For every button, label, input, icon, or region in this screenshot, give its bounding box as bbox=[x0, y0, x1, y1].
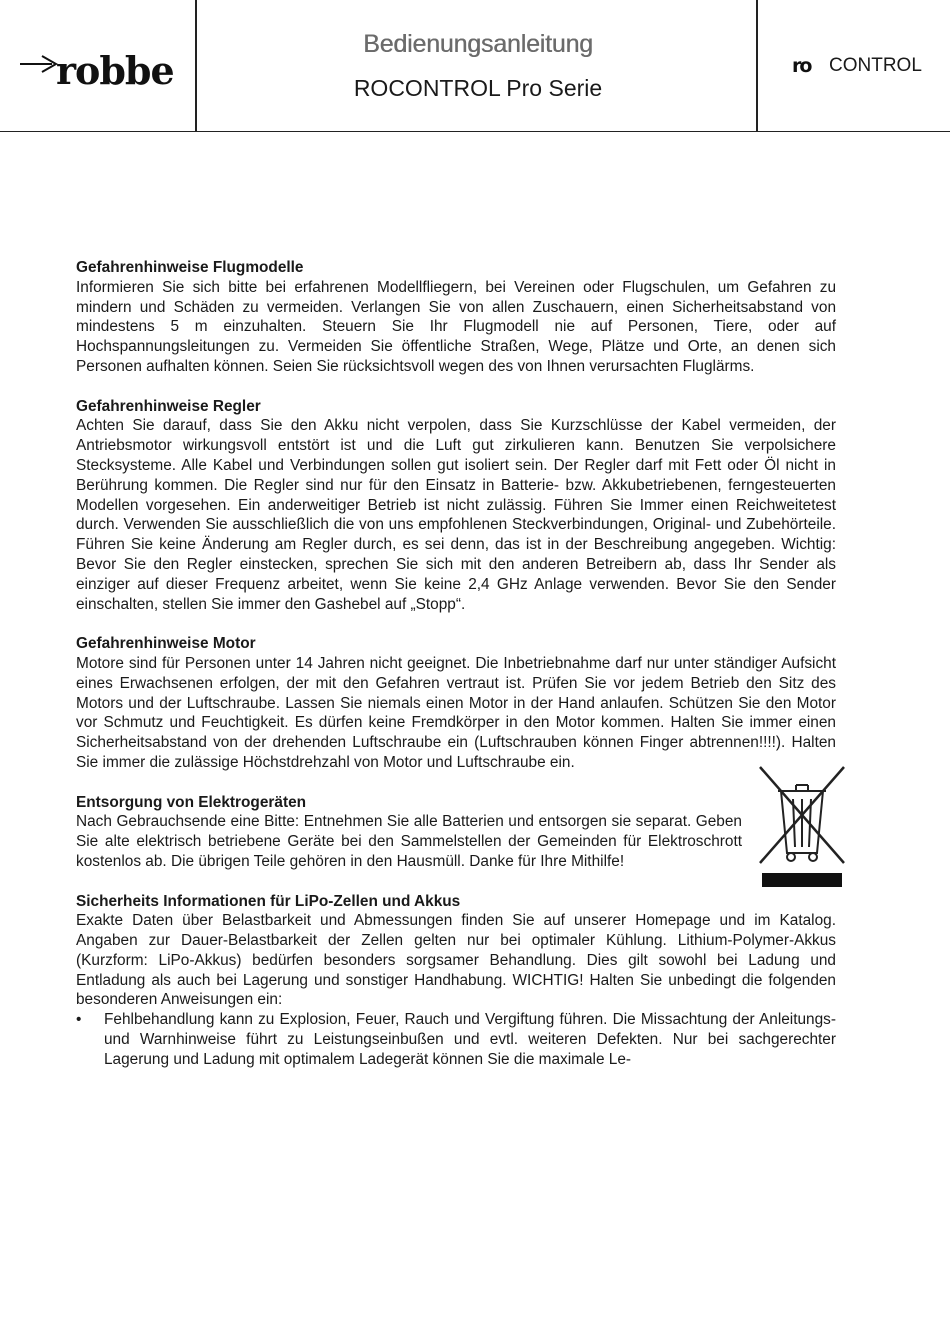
list-item-text: Fehlbehandlung kann zu Explosion, Feuer, Rauch und Vergiftung führen. Die Missachtung der Anleitungs- und Warnhinweise führt zu Leistungseinbußen und evtl. weiteren Defekten. Nur bei sachgerechter Lagerung und Ladung mit optimalem Ladegerät können Sie die maximale Le- bbox=[104, 1011, 836, 1068]
section-text: Achten Sie darauf, dass Sie den Akku nicht verpolen, dass Sie Kurzschlüsse der Kabel vermeiden, der Antriebsmotor wirkungsvoll entstört ist und die Luft gut zirkulieren kann. Benutzen Sie verpolsichere Stecksysteme. Alle Kabel und Verbindungen sollen gut isoliert sein. Der Regler darf mit Fett oder Öl nicht in Berührung kommen. Die Regler sind nur für den Einsatz in Batterie- bzw. Akkubetriebenen, ferngesteuerten Modellen vorgesehen. Ein anderweitiger Betrieb ist nicht zulässig. Führen Sie Immer einen Reichweitetest durch. Verwenden Sie ausschließlich die von uns empfohlenen Steckverbindungen, Original- und Zubehörteile. Führen Sie keine Änderung am Regler durch, es sei denn, das ist in der Beschreibung angegeben. Wichtig: Bevor Sie den Regler einstecken, sprechen Sie sich mit den anderen Betreibern ab, dass Ihr Sender als einziger auf dieser Frequenz arbeitet, wenn Sie keine 2,4 GHz Anlage verwenden. Bevor Sie den Sender einschalten, stellen Sie immer den Gashebel auf „Stopp“. bbox=[76, 417, 836, 613]
section-heading: Entsorgung von Elektrogeräten bbox=[76, 793, 307, 811]
weee-crossed-bin-icon bbox=[756, 763, 848, 889]
section-text: Nach Gebrauchsende eine Bitte: Entnehmen Sie alle Batterien und entsorgen sie separat. Geben Sie alte elektrisch betriebene Geräte bei den Sammelstellen der Gemeinden für Elektroschrott kostenlos ab. Die übrigen Teile gehören in den Hausmüll. Danke für Ihre Mithilfe! bbox=[76, 813, 742, 870]
section-regler bbox=[76, 397, 836, 615]
section-heading: Gefahrenhinweise Flugmodelle bbox=[76, 259, 304, 276]
section-flugmodelle bbox=[76, 258, 836, 377]
control-label: CONTROL bbox=[829, 55, 922, 76]
section-text: Exakte Daten über Belastbarkeit und Abmessungen finden Sie auf unserer Homepage und im Katalog. Angaben zur Dauer-Belastbarkeit der Zellen gelten nur bei optimaler Kühlung. Lithium-Polymer-Akkus (Kurzform: LiPo-Akkus) bedürfen besonders sorgsamer Behandlung. Dies gilt sowohl bei Ladung und Entladung als auch bei Lagerung und sonstiger Handhabung. WICHTIG! Halten Sie unbedingt die folgenden besonderen Anweisungen ein: bbox=[76, 912, 836, 1009]
section-text: Informieren Sie sich bitte bei erfahrenen Modellfliegern, bei Vereinen oder Flugschulen, um Gefahren zu mindern und Schäden zu vermeiden. Verlangen Sie von allen Zuschauern, einen Sicherheitsabstand von mindestens 5 m einzuhalten. Steuern Sie Ihr Flugmodell nie auf Personen, Tiere, oder auf Hochspannungsleitungen zu. Vermeiden Sie öffentliche Straßen, Wege, Plätze und Orte, an denen sich Personen aufhalten können. Seien Sie rücksichtsvoll wegen des von Ihnen verursachten Fluglärms. bbox=[76, 278, 836, 375]
page-header bbox=[0, 0, 950, 132]
lipo-bullet-list bbox=[76, 1010, 836, 1069]
document-title: Bedienungsanleitung bbox=[363, 30, 593, 58]
header-divider-left bbox=[195, 0, 197, 131]
brand-wordmark: robbe bbox=[56, 48, 174, 92]
document-subtitle: ROCONTROL Pro Serie bbox=[353, 75, 603, 101]
section-text: Motore sind für Personen unter 14 Jahren nicht geeignet. Die Inbetriebnahme darf nur unter ständiger Aufsicht eines Erwachsenen erfolgen, der mit den Gefahren vertraut ist. Prüfen Sie vor jedem Betrieb den Sitz des Motors und der Luftschraube. Lassen Sie niemals einen Motor in der Hand anlaufen. Schützen Sie den Motor vor Schmutz und Feuchtigkeit. Es dürfen keine Fremdkörper in den Motor kommen. Halten Sie immer einen Sicherheitsabstand von der drehenden Luftschraube ein (Luftschrauben können Finger abtrennen!!!!). Halten Sie immer die zulässige Höchstdrehzahl von Motor und Luftschraube ein. bbox=[76, 654, 836, 771]
ro-logo-mark bbox=[792, 57, 826, 75]
section-motor bbox=[76, 634, 836, 773]
section-entsorgung bbox=[76, 793, 836, 872]
section-lipo bbox=[76, 892, 836, 1070]
rocontrol-logo bbox=[792, 55, 922, 77]
section-heading: Sicherheits Informationen für LiPo-Zellen und Akkus bbox=[76, 892, 461, 910]
main-content bbox=[76, 258, 836, 1089]
section-heading: Gefahrenhinweise Regler bbox=[76, 397, 261, 415]
header-titles bbox=[198, 28, 758, 103]
bullet-icon: • bbox=[76, 1011, 82, 1029]
robbe-logo bbox=[18, 48, 188, 92]
ro-logo-text: ro bbox=[792, 57, 811, 75]
section-heading: Gefahrenhinweise Motor bbox=[76, 635, 256, 653]
list-item bbox=[76, 1010, 836, 1069]
